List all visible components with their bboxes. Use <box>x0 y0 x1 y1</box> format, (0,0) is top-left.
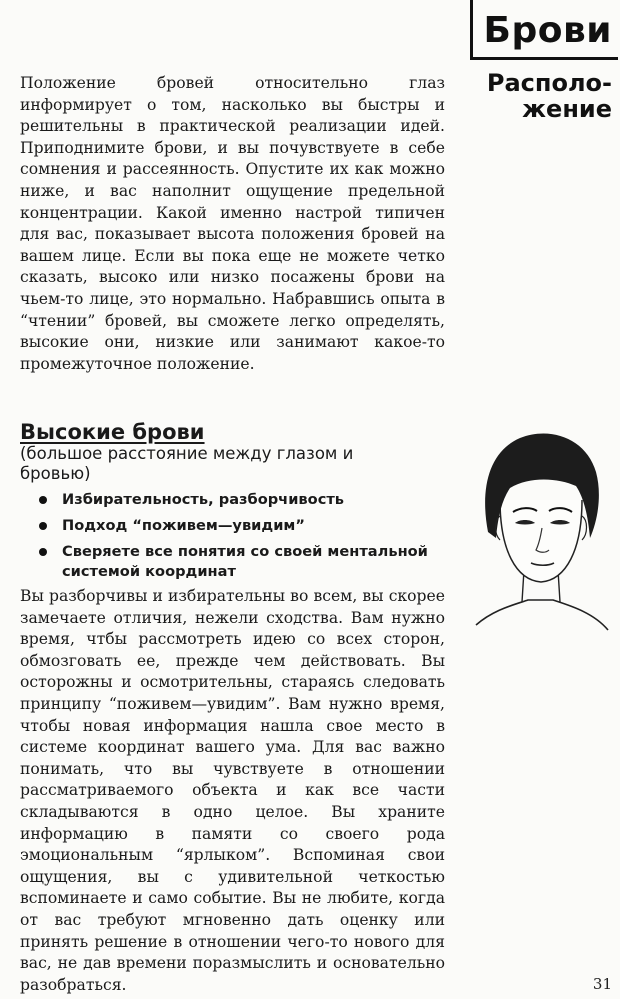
trait-item <box>36 542 436 582</box>
bullet-icon <box>39 496 47 504</box>
trait-text: Избирательность, разборчивость <box>62 491 345 508</box>
title-rule <box>470 57 618 60</box>
bullet-icon <box>39 548 47 556</box>
trait-text: Подход “поживем—увидим” <box>62 517 305 534</box>
woman-portrait-illustration <box>458 420 618 650</box>
intro-paragraph: Положение бровей относительно глаз информирует о том, насколько вы быстры и решительны в практической реализации идей. Приподнимите брови, и вы почувствуете в себе сомнения и рассеянность. Опустите их как можно ниже, и вас наполнит ощущение предельной концентрации. Какой именно настрой типичен для вас, показывает высота положения бровей на вашем лице. Если вы пока еще не можете четко сказать, высоко или низко посажены брови на чьем-то лице, это нормально. Набравшись опыта в “чтении” бровей, вы сможете легко определять, высокие они, низкие или занимают какое-то промежуточное положение. <box>20 74 445 373</box>
trait-item <box>36 490 436 510</box>
page-number: 31 <box>592 975 612 993</box>
trait-text: Сверяете все понятия со своей ментальной системой координат <box>62 543 428 580</box>
page-title: Брови <box>483 10 612 51</box>
high-brows-caption: (большое расстояние между глазом и бровью) <box>20 444 354 483</box>
high-brows-heading: Высокие брови <box>20 420 205 444</box>
portrait-shoulders <box>476 600 608 630</box>
bullet-icon <box>39 522 47 530</box>
section-title: Располо- жение <box>486 69 612 123</box>
portrait-face <box>500 500 582 582</box>
trait-item <box>36 516 436 536</box>
portrait-right-ear <box>582 516 587 540</box>
high-brows-traits <box>36 490 436 588</box>
title-rule-vertical <box>470 0 473 58</box>
high-brows-description: Вы разборчивы и избирательны во всем, вы скорее замечаете отличия, нежели сходства. Вам нужно время, чтбы рассмотреть идею со всех сторон, обмозговать ее, прежде чем действовать. Вы осторожны и осмотрительны, стараясь следовать принципу “поживем—увидим”. Вам нужно время, чтобы новая информация нашла свое место в системе координат вашего ума. Для вас важно понимать, что вы чувствуете в отношении рассматриваемого объекта и как все части складываются в одно целое. Вы храните информацию в памяти со своего рода эмоциональным “ярлыком”. Вспоминая свои ощущения, вы с удивительной четкостью вспоминаете и само событие. Вы не любите, когда от вас требуют мгновенно дать оценку или принять решение в отношении чего-то нового для вас, не дав времени поразмыслить и основательно разобраться. <box>20 587 445 994</box>
